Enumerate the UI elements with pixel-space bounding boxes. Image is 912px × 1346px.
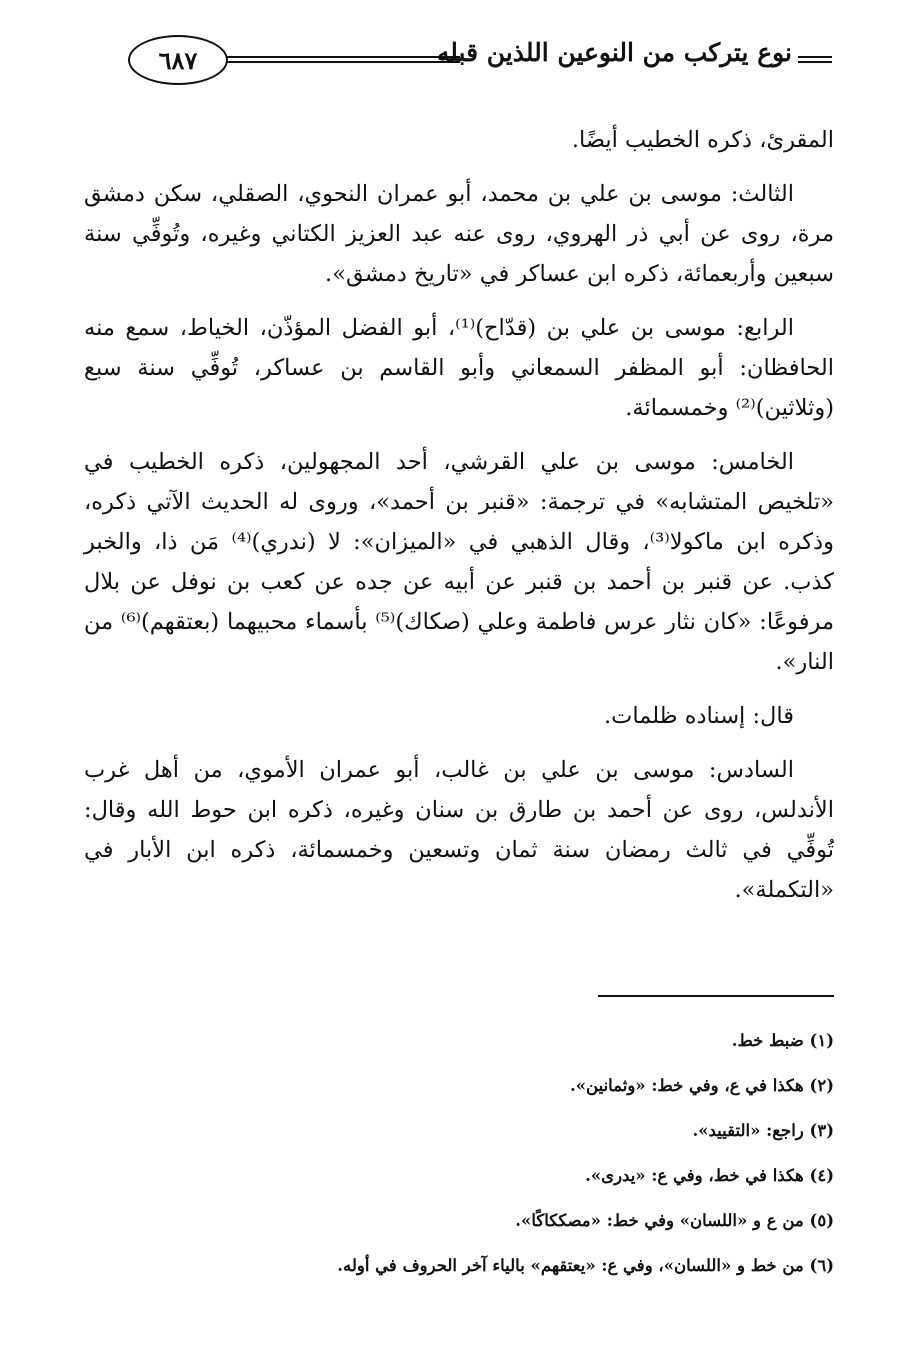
footnotes bbox=[200, 1018, 834, 1288]
footnote: (٢) هكذا في ع، وفي خط: «وثمانين». bbox=[569, 1076, 834, 1095]
paragraph: الخامس: موسى بن علي القرشي، أحد المجهولين، ذكره الخطيب في «تلخيص المتشابه» في ترجمة: «قنبر بن أحمد»، وروى له الحديث الآتي ذكره، وذكره ابن ماكولا⁽³⁾، وقال الذهبي في «الميزان»: لا (ندري)⁽⁴⁾ مَن ذا، والخبر كذب. عن قنبر بن أحمد بن قنبر عن أبيه عن جده عن كعب بن نوفل عن بلال مرفوعًا: «كان نثار عرس فاطمة وعلي (صكاك)⁽⁵⁾ بأسماء محبيهما (بعتقهم)⁽⁶⁾ من النار». bbox=[84, 449, 834, 675]
footnote: (٤) هكذا في خط، وفي ع: «يدرى». bbox=[585, 1166, 834, 1185]
page-header bbox=[100, 32, 832, 86]
main-text bbox=[84, 120, 834, 924]
footnote: (١) ضبط خط. bbox=[731, 1031, 834, 1050]
running-title: نوع يتركب من النوعين اللذين قبله bbox=[436, 38, 792, 67]
paragraph: المقرئ، ذكره الخطيب أيضًا. bbox=[571, 127, 834, 153]
page-number: ٦٨٧ bbox=[128, 35, 228, 85]
paragraph: الثالث: موسى بن علي بن محمد، أبو عمران النحوي، الصقلي، سكن دمشق مرة، روى عن أبي ذر الهروي، روى عنه عبد العزيز الكتاني وغيره، وتُوفِّي سنة سبعين وأربعمائة، ذكره ابن عساكر في «تاريخ دمشق». bbox=[84, 181, 834, 287]
footnote-separator bbox=[598, 995, 834, 997]
footnote: (٥) من ع و «اللسان» وفي خط: «مصككاكًا». bbox=[515, 1211, 834, 1230]
header-rule-right bbox=[798, 56, 832, 63]
footnote: (٦) من خط و «اللسان»، وفي ع: «يعتقهم» بالياء آخر الحروف في أوله. bbox=[337, 1256, 834, 1275]
footnote: (٣) راجع: «التقييد». bbox=[692, 1121, 834, 1140]
paragraph: الرابع: موسى بن علي بن (قدّاح)⁽¹⁾، أبو الفضل المؤذّن، الخياط، سمع منه الحافظان: أبو المظفر السمعاني وأبو القاسم بن عساكر، تُوفِّي سنة سبع (وثلاثين)⁽²⁾ وخمسمائة. bbox=[84, 315, 834, 421]
paragraph: قال: إسناده ظلمات. bbox=[604, 703, 794, 729]
paragraph: السادس: موسى بن علي بن غالب، أبو عمران الأموي، من أهل غرب الأندلس، روى عن أحمد بن طارق بن سنان وغيره، ذكره ابن حوط الله وقال: تُوفِّي في ثالث رمضان سنة ثمان وتسعين وخمسمائة، ذكره ابن الأبار في «التكملة». bbox=[84, 757, 834, 903]
header-rule-left bbox=[210, 56, 460, 63]
